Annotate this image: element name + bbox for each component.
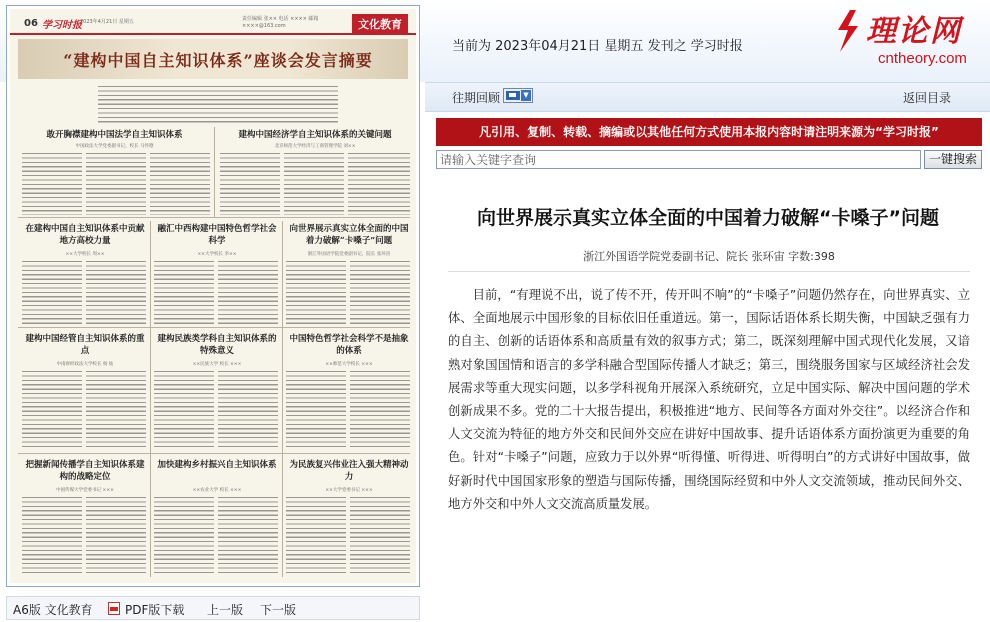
- newspaper-text-block: [218, 369, 278, 449]
- page-number: 06: [24, 18, 38, 29]
- newspaper-article-title[interactable]: 敢开胸襟建构中国法学自主知识体系: [46, 130, 183, 140]
- newspaper-divider: [18, 327, 410, 328]
- newspaper-divider: [18, 453, 410, 454]
- newspaper-text-block: [218, 495, 278, 575]
- newspaper-article-title[interactable]: 为民族复兴伟业注入强大精神动力: [289, 460, 409, 482]
- newspaper-text-block: [154, 495, 214, 575]
- newspaper-page-frame: [6, 5, 420, 587]
- newspaper-article-byline: ××大学校长 周××: [65, 252, 105, 257]
- copyright-notice: 凡引用、复制、转载、摘编或以其他任何方式使用本报内容时请注明来源为“学习时报”: [436, 118, 982, 146]
- page-toolbar: [6, 596, 420, 620]
- newspaper-article-title[interactable]: 建构中国经济学自主知识体系的关键问题: [238, 130, 392, 140]
- newspaper-article-title[interactable]: 向世界展示真实立体全面的中国着力破解“卡嗓子”问题: [289, 224, 409, 246]
- newspaper-text-block: [150, 151, 210, 215]
- newspaper-article-byline: 中国传媒大学党委书记 ×××: [56, 488, 114, 493]
- newspaper-article-title[interactable]: 建构中国经管自主知识体系的重点: [25, 334, 145, 356]
- search-button[interactable]: 一键搜索: [924, 150, 982, 169]
- newspaper-text-block: [348, 151, 410, 215]
- article-body: 目前，“有理说不出，说了传不开，传开叫不响”的“卡嗓子”问题仍然存在，向世界真实、立体、全面地展示中国形象的目标依旧任重道远。第一，国际话语体系长期失衡，中国缺乏强有力的自主、创新的话语体系和高质量有效的叙事方式；第二，既深刻理解中国式现代化发展，又谙熟对象国国情和语言的多学科融合型国际传播人才缺乏；第三，围绕服务国家与区域经济社会发展需求等重大现实问题，以多学科视角开展深入系统研究，立足中国实际、解决中国问题的学术创新成果不多。党的二十大报告提出，积极推进“地方、民间等各方面对外交往”。以经济合作和人文交流为特征的地方外交和民间外交应在讲好中国故事、提升话语体系方面扮演更为重要的角色。针对“卡嗓子”问题，应致力于以外界“听得懂、听得进、听得明白”的方式讲好中国故事，做好新时代中国国家形象的塑造与国际传播，围绕国际经贸和中外人文交流领域，推动民间外交、地方外交和中外人文交流高质量发展。: [448, 288, 970, 511]
- newspaper-text-block: [22, 151, 82, 215]
- newspaper-article-title[interactable]: 中国特色哲学社会科学不是抽象的体系: [289, 334, 409, 356]
- archive-date-picker[interactable]: [503, 88, 533, 103]
- article-title: 向世界展示真实立体全面的中国着力破解“卡嗓子”问题: [477, 207, 939, 229]
- newspaper-article-title[interactable]: 在建构中国自主知识体系中贡献地方高校力量: [25, 224, 145, 246]
- newspaper-text-block: [220, 151, 280, 215]
- logo-text: 理论网: [866, 14, 962, 49]
- newspaper-article-title[interactable]: 加快建构乡村振兴自主知识体系: [157, 460, 277, 470]
- article-divider: [448, 271, 970, 272]
- newspaper-article-byline: ××大学党委书记 ×××: [325, 488, 373, 493]
- dropdown-arrow-icon: ▼: [521, 90, 531, 101]
- newspaper-column-rule: [214, 127, 215, 217]
- newspaper-text-block: [86, 151, 146, 215]
- newspaper-text-block: [154, 369, 214, 449]
- newspaper-column-rule: [150, 221, 151, 577]
- newspaper-text-block: [218, 259, 278, 325]
- back-to-contents-link[interactable]: 返回目录: [903, 91, 952, 105]
- newspaper-article-title[interactable]: 建构民族类学科自主知识体系的特殊意义: [157, 334, 277, 356]
- newspaper-article-byline: ××大学校长 李××: [197, 252, 237, 257]
- newspaper-intro-text: [98, 84, 338, 124]
- issue-date-line: 当前为 2023年04月21日 星期五 发刊之 学习时报: [452, 39, 743, 54]
- archive-link[interactable]: 往期回顾: [452, 91, 501, 105]
- newspaper-article-byline: 中南财经政法大学校长 杨 灿: [56, 362, 114, 367]
- newspaper-banner-title: “建构中国自主知识体系”座谈会发言摘要: [63, 51, 373, 70]
- newspaper-text-block: [22, 369, 82, 449]
- newspaper-text-block: [22, 495, 82, 575]
- newspaper-text-block: [286, 369, 346, 449]
- edition-label[interactable]: A6版 文化教育: [13, 603, 93, 617]
- newspaper-article-title[interactable]: 融汇中西构建中国特色哲学社会科学: [157, 224, 277, 246]
- newspaper-text-block: [350, 259, 410, 325]
- newspaper-text-block: [284, 151, 344, 215]
- newspaper-text-block: [154, 259, 214, 325]
- newspaper-divider: [18, 217, 410, 218]
- newspaper-article-byline: ××师范大学校长 ×××: [325, 362, 373, 367]
- newspaper-article-byline: 浙江外国语学院党委副书记、院长 张环宙: [307, 252, 391, 257]
- search-input[interactable]: [436, 150, 921, 169]
- site-logo[interactable]: [828, 4, 984, 70]
- newspaper-text-block: [350, 495, 410, 575]
- newspaper-article-byline: ××农业大学 校长 ×××: [192, 488, 242, 493]
- newspaper-column-rule: [282, 221, 283, 577]
- newspaper-text-block: [86, 259, 146, 325]
- logo-mark-icon: [830, 8, 864, 54]
- newspaper-masthead: 学习时报: [42, 20, 82, 31]
- newspaper-banner: [18, 39, 408, 79]
- pdf-download-link[interactable]: PDF版下载: [125, 603, 185, 617]
- newspaper-section-tag: 文化教育: [352, 14, 408, 34]
- newspaper-contact: 责任编辑 张×× 电话 ×××× 邮箱 ××××@163.com: [242, 16, 319, 29]
- newspaper-date: 2023年4月21日 星期五: [80, 19, 134, 25]
- next-edition-link[interactable]: 下一版: [260, 603, 297, 617]
- pdf-icon[interactable]: [108, 602, 120, 615]
- newspaper-article-byline: ××民族大学 校长 ×××: [192, 362, 242, 367]
- newspaper-text-block: [86, 495, 146, 575]
- newspaper-text-block: [350, 369, 410, 449]
- article-author: 浙江外国语学院党委副书记、院长 张环宙 字数:398: [583, 250, 835, 263]
- newspaper-text-block: [286, 495, 346, 575]
- newspaper-page-header: [10, 9, 416, 35]
- newspaper-text-block: [86, 369, 146, 449]
- logo-url: cntheory.com: [878, 50, 967, 67]
- newspaper-article-title[interactable]: 把握新闻传播学自主知识体系建构的战略定位: [25, 460, 145, 482]
- newspaper-article-byline: 北京师范大学经济与工商管理学院 刘××: [274, 144, 356, 149]
- newspaper-text-block: [22, 259, 82, 325]
- calendar-icon: [506, 91, 520, 100]
- newspaper-article-byline: 中国政法大学党委副书记、校长 马怀德: [75, 144, 154, 149]
- prev-edition-link[interactable]: 上一版: [207, 603, 244, 617]
- newspaper-page-image[interactable]: [10, 9, 416, 583]
- newspaper-text-block: [286, 259, 346, 325]
